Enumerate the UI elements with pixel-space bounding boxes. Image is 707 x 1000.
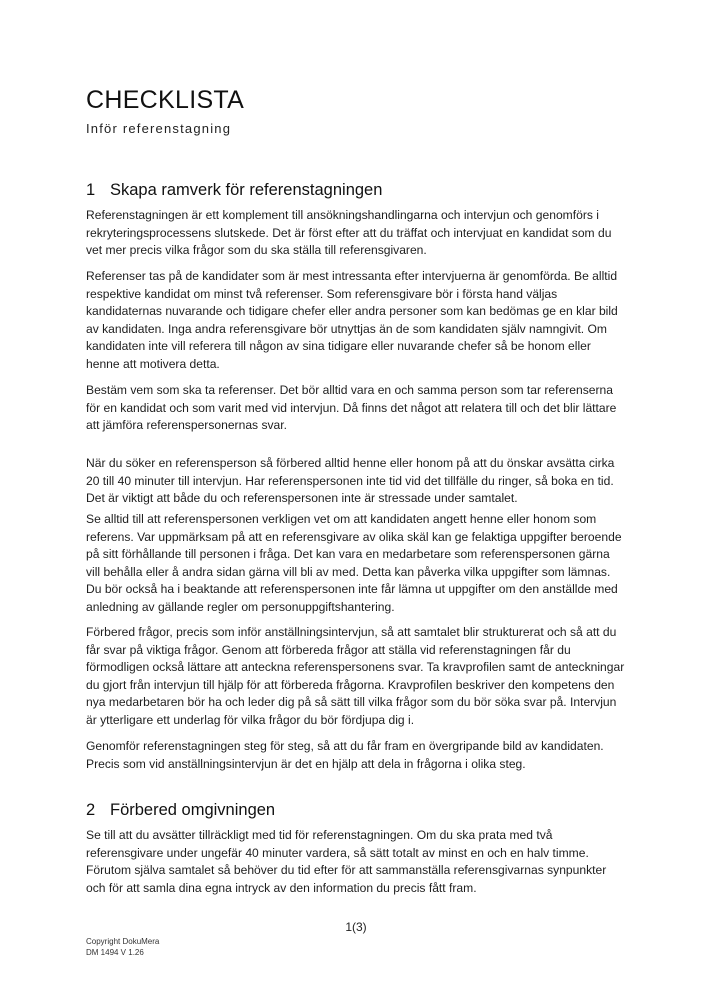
section-heading [86, 181, 382, 200]
paragraph: Referenstagningen är ett komplement till ansökningshandlingarna och intervjun och genomförs i rekryteringsprocessens slutskede. Det är först efter att du träffat och intervjuat en kandidat som du vet mer precis vilka frågor som du ska ställa till referensgivaren. [86, 208, 612, 257]
section-title: Skapa ramverk för referenstagningen [110, 181, 383, 199]
paragraph: När du söker en referensperson så förbered alltid henne eller honom på att du önskar avsätta cirka 20 till 40 minuter till intervjun. Har referenspersonen inte tid vid det tillfälle du ringer, så boka en tid. Det är viktigt att både du och referenspersonen inte är stressade under samtalet. [86, 456, 615, 505]
paragraph: Bestäm vem som ska ta referenser. Det bör alltid vara en och samma person som tar referenserna för en kandidat och som varit med vid intervjun. Då finns det något att relatera till och det blir lättare att jämföra referenspersonernas svar. [86, 383, 617, 432]
paragraph: Genomför referenstagningen steg för steg, så att du får fram en övergripande bild av kandidaten. Precis som vid anställningsintervjun är det en hjälp att dela in frågorna i olika steg. [86, 739, 604, 771]
footer-copyright: Copyright DokuMera [86, 937, 160, 946]
document-subtitle: Inför referenstagning [86, 121, 232, 136]
paragraph: Förbered frågor, precis som inför anställningsintervjun, så att samtalet blir strukturerat och så att du får svar på viktiga frågor. Genom att förbereda frågor att ställa vid referenstagningen får du förmodligen också lättare att anteckna referenspersonens svar. Ta kravprofilen samt de anteckningar du gjort från intervjun till hjälp för att förbereda frågorna. Kravprofilen beskriver den kompetens den nya medarbetaren bör ha och leder dig på så sätt till vilka frågor som du bör söka svar på. Intervjun är ytterligare ett underlag för vilka frågor du bör fördjupa dig i. [86, 625, 625, 727]
footer [86, 936, 159, 958]
section-number: 1 [86, 181, 96, 199]
paragraph: Se till att du avsätter tillräckligt med tid för referenstagningen. Om du ska prata med två referensgivare under ungefär 40 minuter vardera, så sätt totalt av minst en och en halv timme. Förutom själva samtalet så behöver du tid efter för att sammanställa referensgivarnas synpunkter och för att samla dina egna intryck av den information du precis fått fram. [86, 828, 607, 895]
footer-doc-id: DM 1494 V 1.26 [86, 948, 144, 957]
section-number: 2 [86, 801, 96, 819]
paragraph: Referenser tas på de kandidater som är mest intressanta efter intervjuerna är genomförda. Be alltid respektive kandidat om minst två referenser. Som referensgivare bör i första hand väljas kandidaternas nuvarande och tidigare chefer eller andra personer som kan bedömas ge en klar bild av kandidaten. Inga andra referensgivare bör utnyttjas än de som kandidaten själv namngivit. Om kandidaten inte vill referera till någon av sina tidigare eller nuvarande chefer så be honom eller henne att motivera detta. [86, 269, 618, 371]
section-heading [86, 801, 275, 820]
section-title: Förbered omgivningen [110, 801, 276, 819]
document-title: CHECKLISTA [86, 86, 245, 114]
paragraph: Se alltid till att referenspersonen verkligen vet om att kandidaten angett henne eller honom som referens. Var uppmärksam på att en referensgivare av olika skäl kan ge felaktiga uppgifter beroende på sitt förhållande till personen i fråga. Det kan vara en medarbetare som referenspersonen gärna vill behålla eller å andra sidan gärna vill bli av med. Detta kan påverka vilka uppgifter som lämnas. Du bör också ha i beaktande att referenspersonen inte får lämna ut uppgifter om den anställde med anledning av gällande regler om personuppgiftshantering. [86, 512, 622, 614]
page-number: 1(3) [345, 920, 367, 934]
